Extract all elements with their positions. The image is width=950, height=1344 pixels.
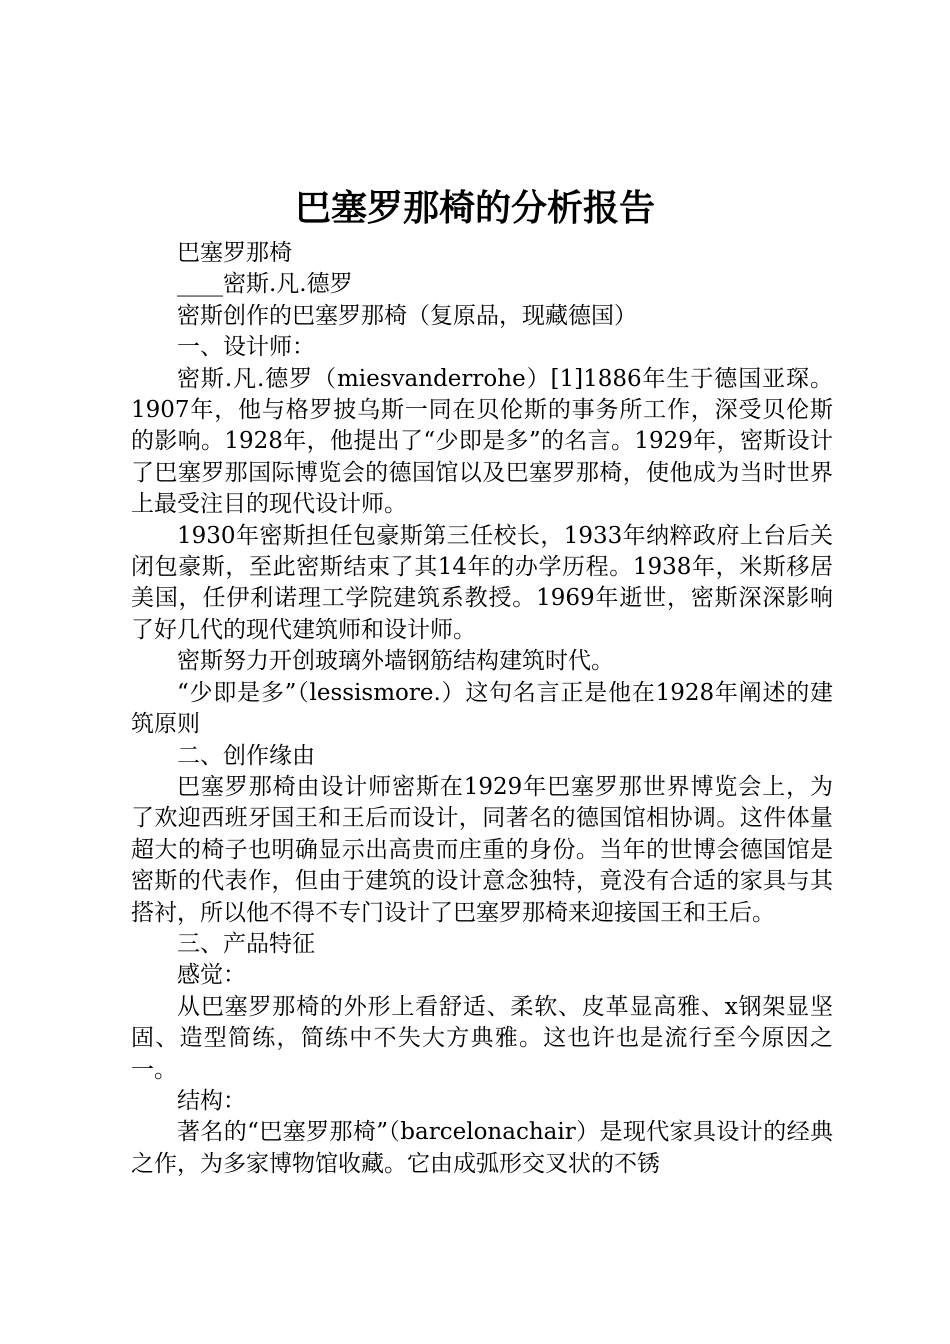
paragraph-designer-bio: 密斯.凡.德罗（miesvanderrohe）[1]1886年生于德国亚琛。1907年，他与格罗披乌斯一同在贝伦斯的事务所工作，深受贝伦斯的影响。1928年，他提出了“少即是多”的名言。1929年，密斯设计了巴塞罗那国际博览会的德国馆以及巴塞罗那椅，使他成为当时世界上最受注目的现代设计师。 [131,365,833,518]
paragraph-feeling: 从巴塞罗那椅的外形上看舒适、柔软、皮革显高雅、x钢架显坚固、造型简练，简练中不失大方典雅。这也许也是流行至今原因之一。 [131,993,833,1083]
subheading-structure: 结构： [177,1087,246,1114]
paragraph-origin: 巴塞罗那椅由设计师密斯在1929年巴塞罗那世界博览会上，为了欢迎西班牙国王和王后而设计，同著名的德国馆相协调。这件体量超大的椅子也明确显示出高贵而庄重的身份。当年的世博会德国馆是密斯的代表作，但由于建筑的设计意念独特，竟没有合适的家具与其搭衬，所以他不得不专门设计了巴塞罗那椅来迎接国王和王后。 [131,773,833,926]
paragraph-caption: 密斯创作的巴塞罗那椅（复原品，现藏德国） [177,302,637,329]
document-body [131,238,833,1180]
paragraph-less-is-more: “少即是多”（lessismore.）这句名言正是他在1928年阐述的建筑原则 [131,679,833,738]
paragraph-author-line: ____密斯.凡.德罗 [177,271,353,298]
paragraph-subtitle: 巴塞罗那椅 [177,240,292,266]
section-heading-designer: 一、设计师： [177,334,315,361]
paragraph-bauhaus: 1930年密斯担任包豪斯第三任校长，1933年纳粹政府上台后关闭包豪斯，至此密斯结束了其14年的办学历程。1938年，米斯移居美国，任伊利诺理工学院建筑系教授。1969年逝世，密斯深深影响了好几代的现代建筑师和设计师。 [131,522,833,643]
document-title: 巴塞罗那椅的分析报告 [294,187,655,229]
section-heading-origin: 二、创作缘由 [177,742,315,769]
paragraph-glass-era: 密斯努力开创玻璃外墙钢筋结构建筑时代。 [177,648,614,675]
paragraph-structure: 著名的“巴塞罗那椅”（barcelonachair）是现代家具设计的经典之作，为多家博物馆收藏。它由成弧形交叉状的不锈 [131,1119,833,1177]
section-heading-features: 三、产品特征 [177,930,315,957]
subheading-feeling: 感觉： [177,962,246,989]
